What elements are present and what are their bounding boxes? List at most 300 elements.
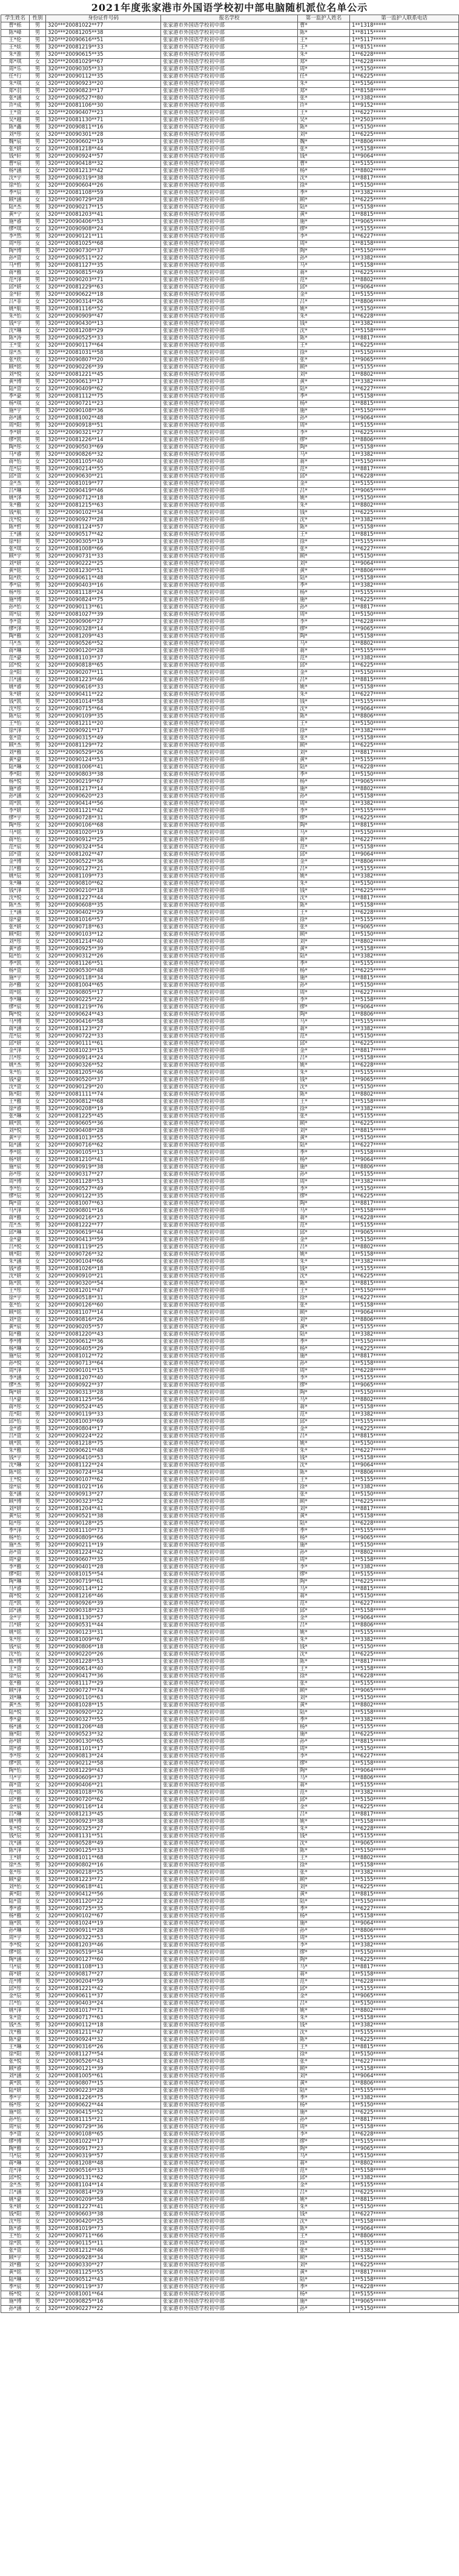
cell-id-number: 320***20090924**32 — [46, 2037, 161, 2044]
cell-school: 张家港市外国语学校初中部 — [161, 1586, 298, 1593]
cell-student-name: 沈*彤 — [1, 2218, 30, 2226]
cell-gender: 男 — [30, 1906, 46, 1913]
cell-gender: 男 — [30, 2022, 46, 2029]
cell-guardian-phone: 1**5150***** — [350, 2051, 459, 2058]
cell-id-number: 320***20081015**54 — [46, 1571, 161, 1579]
cell-student-name: 孙*涵 — [1, 793, 30, 800]
cell-id-number: 320***20081022**77 — [46, 22, 161, 30]
cell-guardian-phone: 1**5155***** — [350, 1833, 459, 1840]
cell-guardian-phone: 1**6225***** — [350, 510, 459, 517]
cell-student-name: 刘*雅 — [1, 2262, 30, 2269]
cell-id-number: 320***20081018**76 — [46, 1789, 161, 1797]
cell-school: 张家港市外国语学校初中部 — [161, 1491, 298, 1499]
cell-gender: 女 — [30, 997, 46, 1004]
cell-id-number: 320***20081124**57 — [46, 524, 161, 531]
cell-guardian-phone: 1**5155***** — [350, 422, 459, 430]
cell-gender: 男 — [30, 1586, 46, 1593]
table-row — [1, 37, 459, 44]
cell-id-number: 320***20081021**16 — [46, 1484, 161, 1491]
cell-school: 张家港市外国语学校初中部 — [161, 2029, 298, 2037]
cell-id-number: 320***20090608**35 — [46, 902, 161, 910]
cell-gender: 男 — [30, 481, 46, 488]
cell-gender: 男 — [30, 2095, 46, 2102]
cell-school: 张家港市外国语学校初中部 — [161, 888, 298, 895]
cell-id-number: 320***20090815**49 — [46, 270, 161, 277]
table-row — [1, 786, 459, 793]
cell-guardian-name: 朱* — [298, 1448, 350, 1455]
cell-school: 张家港市外国语学校初中部 — [161, 1469, 298, 1477]
cell-school: 张家港市外国语学校初中部 — [161, 2088, 298, 2095]
cell-guardian-name: 孙* — [298, 604, 350, 611]
cell-guardian-phone: 1**5155***** — [350, 960, 459, 968]
cell-student-name: 钱*凯 — [1, 699, 30, 706]
cell-guardian-phone: 1**5158***** — [350, 902, 459, 910]
cell-gender: 男 — [30, 1019, 46, 1026]
cell-school: 张家港市外国语学校初中部 — [161, 371, 298, 379]
cell-guardian-name: 杨* — [298, 2291, 350, 2298]
table-row — [1, 2088, 459, 2095]
cell-guardian-name: 缪* — [298, 226, 350, 233]
cell-id-number: 320***20090928**34 — [46, 2255, 161, 2262]
cell-school: 张家港市外国语学校初中部 — [161, 2131, 298, 2138]
cell-id-number: 320***20081219**76 — [46, 1004, 161, 1011]
cell-id-number: 320***20090521**38 — [46, 1513, 161, 1520]
cell-guardian-phone: 1**8817***** — [350, 604, 459, 611]
cell-guardian-phone: 1**6228***** — [350, 52, 459, 59]
cell-guardian-name: 沈* — [298, 175, 350, 182]
cell-student-name: 陶*怡 — [1, 1768, 30, 1775]
cell-guardian-phone: 1**6225***** — [350, 1579, 459, 1586]
cell-guardian-name: 蒋* — [298, 1971, 350, 1979]
cell-guardian-name: 黄* — [298, 757, 350, 764]
table-row — [1, 2037, 459, 2044]
cell-student-name: 陶*妍 — [1, 1390, 30, 1397]
cell-guardian-phone: 1**5155***** — [350, 1266, 459, 1273]
table-row — [1, 88, 459, 95]
cell-guardian-phone: 1**8151***** — [350, 44, 459, 52]
cell-id-number: 320***20090204**59 — [46, 1979, 161, 1986]
table-row — [1, 1644, 459, 1651]
cell-id-number: 320***20081118**24 — [46, 590, 161, 597]
cell-student-name: 陆*杰 — [1, 204, 30, 211]
table-row — [1, 481, 459, 488]
cell-student-name: 刘*萱 — [1, 1317, 30, 1324]
cell-guardian-name: 吕* — [298, 866, 350, 873]
cell-guardian-name: 沈* — [298, 1084, 350, 1091]
cell-gender: 男 — [30, 1339, 46, 1346]
cell-gender: 女 — [30, 1128, 46, 1135]
table-row — [1, 161, 459, 168]
cell-guardian-phone: 1**8802***** — [350, 641, 459, 648]
cell-student-name: 朱*悦 — [1, 1826, 30, 1833]
cell-gender: 男 — [30, 1368, 46, 1375]
table-row — [1, 1120, 459, 1128]
cell-gender: 男 — [30, 124, 46, 131]
cell-gender: 女 — [30, 81, 46, 88]
cell-guardian-name: 邱* — [298, 851, 350, 859]
table-row — [1, 1819, 459, 1826]
cell-gender: 男 — [30, 1033, 46, 1040]
cell-guardian-phone: 1**8802***** — [350, 2160, 459, 2168]
cell-student-name: 施*杰 — [1, 1542, 30, 1549]
cell-gender: 男 — [30, 815, 46, 822]
cell-guardian-phone: 1**3382***** — [350, 655, 459, 662]
cell-gender: 男 — [30, 1542, 46, 1549]
cell-guardian-phone: 1**5158***** — [350, 1760, 459, 1768]
cell-id-number: 320***20081216**46 — [46, 1593, 161, 1600]
cell-guardian-phone: 1**5155***** — [350, 1070, 459, 1077]
cell-gender: 男 — [30, 1513, 46, 1520]
table-row — [1, 1477, 459, 1484]
cell-guardian-name: 缪* — [298, 1004, 350, 1011]
cell-gender: 女 — [30, 2306, 46, 2313]
cell-student-name: 孙*琳 — [1, 1928, 30, 1935]
cell-guardian-phone: 1**8158***** — [350, 88, 459, 95]
cell-id-number: 320***20090319**38 — [46, 175, 161, 182]
cell-guardian-name: 杨* — [298, 779, 350, 786]
cell-gender: 男 — [30, 844, 46, 851]
cell-guardian-phone: 1**5150***** — [350, 1644, 459, 1651]
cell-guardian-phone: 1**5150***** — [350, 1848, 459, 1855]
cell-school: 张家港市外国语学校初中部 — [161, 262, 298, 270]
cell-student-name: 陈*铭 — [1, 1469, 30, 1477]
cell-guardian-name: 徐* — [298, 1295, 350, 1302]
cell-id-number: 320***20081230**51 — [46, 568, 161, 575]
cell-gender: 女 — [30, 1506, 46, 1513]
cell-id-number: 320***20090622**18 — [46, 291, 161, 299]
cell-id-number: 320***20090614**40 — [46, 1666, 161, 1673]
cell-gender: 女 — [30, 2218, 46, 2226]
cell-gender: 女 — [30, 1040, 46, 1048]
table-row — [1, 1404, 459, 1411]
cell-id-number: 320***20081107**14 — [46, 1310, 161, 1317]
cell-id-number: 320***20090619**44 — [46, 1230, 161, 1237]
cell-guardian-name: 姚* — [298, 1440, 350, 1448]
cell-guardian-phone: 1**5150***** — [350, 2255, 459, 2262]
cell-school: 张家港市外国语学校初中部 — [161, 553, 298, 561]
cell-school: 张家港市外国语学校初中部 — [161, 1040, 298, 1048]
table-row — [1, 1208, 459, 1215]
cell-gender: 女 — [30, 59, 46, 66]
cell-guardian-name: 邱* — [298, 1230, 350, 1237]
table-row — [1, 1920, 459, 1928]
cell-id-number: 320***20090927**28 — [46, 517, 161, 524]
cell-gender: 女 — [30, 2088, 46, 2095]
table-row — [1, 764, 459, 771]
cell-guardian-name: 钱* — [298, 1455, 350, 1462]
cell-student-name: 姚*睿 — [1, 684, 30, 691]
cell-school: 张家港市外国语学校初中部 — [161, 1782, 298, 1789]
cell-guardian-phone: 1**5155***** — [350, 161, 459, 168]
header-guardian-phone: 第一监护人联系电话 — [350, 15, 459, 22]
cell-student-name: 魏*宸 — [1, 139, 30, 146]
cell-id-number: 320***20090730**37 — [46, 248, 161, 255]
cell-gender: 男 — [30, 1397, 46, 1404]
cell-guardian-phone: 1**6227***** — [350, 110, 459, 117]
cell-school: 张家港市外国语学校初中部 — [161, 619, 298, 626]
cell-guardian-name: 陶* — [298, 2146, 350, 2153]
cell-student-name: 郑*羽 — [1, 88, 30, 95]
cell-student-name: 陶*雅 — [1, 2146, 30, 2153]
cell-guardian-phone: 1**5158***** — [350, 1455, 459, 1462]
table-row — [1, 2000, 459, 2008]
cell-gender: 男 — [30, 611, 46, 619]
cell-guardian-name: 陈* — [298, 902, 350, 910]
cell-guardian-phone: 1**5155***** — [350, 757, 459, 764]
cell-gender: 女 — [30, 211, 46, 219]
cell-student-name: 黄*阳 — [1, 1891, 30, 1899]
cell-school: 张家港市外国语学校初中部 — [161, 2022, 298, 2029]
cell-student-name: 施*宇 — [1, 408, 30, 415]
cell-guardian-phone: 1**3382***** — [350, 2095, 459, 2102]
cell-id-number: 320***20090713**64 — [46, 1360, 161, 1368]
cell-school: 张家港市外国语学校初中部 — [161, 1230, 298, 1237]
cell-student-name: 朱*彤 — [1, 1637, 30, 1644]
cell-school: 张家港市外国语学校初中部 — [161, 1360, 298, 1368]
table-row — [1, 1077, 459, 1084]
cell-gender: 男 — [30, 917, 46, 924]
cell-school: 张家港市外国语学校初中部 — [161, 1542, 298, 1549]
table-row — [1, 917, 459, 924]
cell-id-number: 320***20090526**43 — [46, 2058, 161, 2066]
cell-student-name: 许*成 — [1, 102, 30, 110]
cell-school: 张家港市外国语学校初中部 — [161, 2218, 298, 2226]
cell-guardian-phone: 1**5155***** — [350, 481, 459, 488]
table-row — [1, 1695, 459, 1702]
cell-gender: 女 — [30, 677, 46, 684]
cell-guardian-phone: 1**8817***** — [350, 1506, 459, 1513]
cell-student-name: 朱*雅 — [1, 1448, 30, 1455]
cell-guardian-name: 吕* — [298, 2000, 350, 2008]
cell-guardian-name: 邱* — [298, 1986, 350, 1993]
table-row — [1, 1368, 459, 1375]
cell-gender: 男 — [30, 1615, 46, 1622]
cell-id-number: 320***20081129**72 — [46, 742, 161, 750]
cell-id-number: 320***20090402**29 — [46, 910, 161, 917]
table-row — [1, 866, 459, 873]
table-row — [1, 1310, 459, 1317]
cell-gender: 女 — [30, 1928, 46, 1935]
cell-student-name: 张*欣 — [1, 357, 30, 364]
cell-guardian-phone: 1**8806***** — [350, 1622, 459, 1629]
cell-guardian-phone: 1**3382***** — [350, 728, 459, 735]
table-row — [1, 44, 459, 52]
cell-guardian-name: 吕* — [298, 1433, 350, 1440]
cell-gender: 女 — [30, 1448, 46, 1455]
cell-guardian-name: 沈* — [298, 706, 350, 713]
cell-guardian-name: 邱* — [298, 473, 350, 481]
cell-student-name: 陈*睿 — [1, 2226, 30, 2233]
cell-gender: 女 — [30, 2044, 46, 2051]
cell-school: 张家港市外国语学校初中部 — [161, 510, 298, 517]
table-row — [1, 1106, 459, 1113]
cell-student-name: 李*妍 — [1, 430, 30, 437]
cell-id-number: 320***20090818**65 — [46, 662, 161, 670]
cell-gender: 男 — [30, 1106, 46, 1113]
cell-guardian-phone: 1**3382***** — [350, 1942, 459, 1949]
table-row — [1, 960, 459, 968]
cell-student-name: 季*凯 — [1, 960, 30, 968]
cell-school: 张家港市外国语学校初中部 — [161, 1186, 298, 1193]
cell-student-name: 刘*琳 — [1, 1695, 30, 1702]
cell-school: 张家港市外国语学校初中部 — [161, 1579, 298, 1586]
cell-gender: 男 — [30, 1804, 46, 1811]
cell-student-name: 黄*宸 — [1, 1324, 30, 1331]
cell-id-number: 320***20090124**53 — [46, 757, 161, 764]
cell-student-name: 陆*悦 — [1, 1709, 30, 1717]
cell-gender: 男 — [30, 539, 46, 546]
cell-id-number: 320***20090807**20 — [46, 357, 161, 364]
table-row — [1, 968, 459, 975]
cell-guardian-phone: 1**5150***** — [350, 1084, 459, 1091]
cell-school: 张家港市外国语学校初中部 — [161, 1011, 298, 1019]
cell-student-name: 姚*博 — [1, 1819, 30, 1826]
cell-school: 张家港市外国语学校初中部 — [161, 1571, 298, 1579]
cell-guardian-phone: 1**5155***** — [350, 1782, 459, 1789]
cell-school: 张家港市外国语学校初中部 — [161, 481, 298, 488]
cell-school: 张家港市外国语学校初中部 — [161, 910, 298, 917]
cell-guardian-phone: 1**8802***** — [350, 786, 459, 793]
header-row — [1, 15, 459, 22]
cell-gender: 女 — [30, 1651, 46, 1659]
cell-school: 张家港市外国语学校初中部 — [161, 1055, 298, 1062]
cell-guardian-phone: 1**1318***** — [350, 22, 459, 30]
table-row — [1, 1848, 459, 1855]
cell-school: 张家港市外国语学校初中部 — [161, 2051, 298, 2058]
cell-school: 张家港市外国语学校初中部 — [161, 1310, 298, 1317]
cell-guardian-phone: 1**3382***** — [350, 1484, 459, 1491]
cell-gender: 男 — [30, 1949, 46, 1957]
cell-student-name: 沈*怡 — [1, 1651, 30, 1659]
cell-guardian-phone: 1**5158***** — [350, 1251, 459, 1259]
cell-gender: 女 — [30, 2175, 46, 2182]
cell-gender: 男 — [30, 2124, 46, 2131]
cell-guardian-name: 姚* — [298, 306, 350, 313]
cell-gender: 男 — [30, 44, 46, 52]
cell-gender: 男 — [30, 2211, 46, 2218]
cell-student-name: 邱*雅 — [1, 1797, 30, 1804]
cell-guardian-phone: 1**3382***** — [350, 321, 459, 328]
cell-guardian-phone: 1**6225***** — [350, 597, 459, 604]
table-row — [1, 241, 459, 248]
cell-guardian-name: 郑* — [298, 59, 350, 66]
cell-gender: 女 — [30, 1579, 46, 1586]
cell-guardian-name: 张* — [298, 1302, 350, 1310]
cell-guardian-phone: 1**3382***** — [350, 2175, 459, 2182]
table-row — [1, 1164, 459, 1171]
cell-student-name: 邱*涵 — [1, 1608, 30, 1615]
cell-school: 张家港市外国语学校初中部 — [161, 1499, 298, 1506]
cell-id-number: 320***20090719**61 — [46, 1579, 161, 1586]
cell-guardian-name: 徐* — [298, 917, 350, 924]
cell-id-number: 320***20081211**20 — [46, 721, 161, 728]
cell-school: 张家港市外国语学校初中部 — [161, 2277, 298, 2284]
cell-gender: 女 — [30, 488, 46, 495]
cell-school: 张家港市外国语学校初中部 — [161, 1390, 298, 1397]
table-row — [1, 1179, 459, 1186]
cell-gender: 男 — [30, 190, 46, 197]
cell-guardian-phone: 1**5155***** — [350, 1571, 459, 1579]
cell-guardian-phone: 1**9064***** — [350, 1462, 459, 1469]
cell-school: 张家港市外国语学校初中部 — [161, 168, 298, 175]
cell-guardian-phone: 1**9064***** — [350, 561, 459, 568]
cell-guardian-name: 范* — [298, 1411, 350, 1419]
cell-gender: 女 — [30, 1215, 46, 1222]
cell-id-number: 320***20090527**80 — [46, 95, 161, 102]
table-row — [1, 131, 459, 139]
cell-student-name: 王*雅 — [1, 1099, 30, 1106]
cell-student-name: 姚*航 — [1, 306, 30, 313]
cell-id-number: 320***20090823**17 — [46, 88, 161, 95]
table-row — [1, 219, 459, 226]
cell-student-name: 缪*宸 — [1, 1004, 30, 1011]
cell-guardian-name: 陆* — [298, 1142, 350, 1150]
cell-guardian-phone: 1**6225***** — [350, 197, 459, 204]
cell-gender: 男 — [30, 757, 46, 764]
cell-guardian-name: 李* — [298, 1186, 350, 1193]
cell-student-name: 顾*涵 — [1, 197, 30, 204]
cell-guardian-name: 曹* — [298, 161, 350, 168]
cell-school: 张家港市外国语学校初中部 — [161, 1833, 298, 1840]
cell-guardian-name: 朱* — [298, 1826, 350, 1833]
cell-student-name: 张*涵 — [1, 95, 30, 102]
cell-gender: 女 — [30, 1622, 46, 1629]
cell-student-name: 顾*杰 — [1, 742, 30, 750]
cell-student-name: 范*杰 — [1, 1222, 30, 1230]
cell-gender: 女 — [30, 1608, 46, 1615]
cell-gender: 男 — [30, 37, 46, 44]
cell-guardian-name: 徐* — [298, 1106, 350, 1113]
cell-school: 张家港市外国语学校初中部 — [161, 2269, 298, 2277]
cell-guardian-phone: 1**9064***** — [350, 851, 459, 859]
cell-school: 张家港市外国语学校初中部 — [161, 2008, 298, 2015]
cell-school: 张家港市外国语学校初中部 — [161, 713, 298, 721]
cell-gender: 男 — [30, 2226, 46, 2233]
cell-student-name: 王*萱 — [1, 1666, 30, 1673]
cell-guardian-phone: 1**5158***** — [350, 1513, 459, 1520]
cell-gender: 女 — [30, 1157, 46, 1164]
cell-guardian-name: 季* — [298, 1528, 350, 1535]
cell-gender: 女 — [30, 2058, 46, 2066]
cell-guardian-name: 李* — [298, 1375, 350, 1382]
cell-gender: 女 — [30, 1317, 46, 1324]
table-row — [1, 2168, 459, 2175]
cell-student-name: 范*阳 — [1, 1411, 30, 1419]
cell-id-number: 320***20090111**61 — [46, 1040, 161, 1048]
cell-student-name: 钱*阳 — [1, 2211, 30, 2218]
cell-id-number: 320***20081220**43 — [46, 1331, 161, 1339]
cell-id-number: 320***20081206**48 — [46, 1724, 161, 1731]
cell-guardian-name: 孙* — [298, 2117, 350, 2124]
cell-guardian-phone: 1**9065***** — [350, 1230, 459, 1237]
cell-school: 张家港市外国语学校初中部 — [161, 102, 298, 110]
cell-school: 张家港市外国语学校初中部 — [161, 1760, 298, 1768]
cell-school: 张家港市外国语学校初中部 — [161, 1593, 298, 1600]
cell-id-number: 320***20090731**33 — [46, 553, 161, 561]
cell-student-name: 金*阳 — [1, 670, 30, 677]
cell-gender: 男 — [30, 2138, 46, 2146]
cell-gender: 男 — [30, 888, 46, 895]
cell-school: 张家港市外国语学校初中部 — [161, 1091, 298, 1099]
cell-school: 张家港市外国语学校初中部 — [161, 37, 298, 44]
cell-guardian-name: 郑* — [298, 88, 350, 95]
cell-school: 张家港市外国语学校初中部 — [161, 30, 298, 37]
table-row — [1, 1506, 459, 1513]
cell-guardian-name: 徐* — [298, 2240, 350, 2248]
cell-id-number: 320***20081218**75 — [46, 1440, 161, 1448]
cell-school: 张家港市外国语学校初中部 — [161, 1819, 298, 1826]
cell-school: 张家港市外国语学校初中部 — [161, 233, 298, 241]
